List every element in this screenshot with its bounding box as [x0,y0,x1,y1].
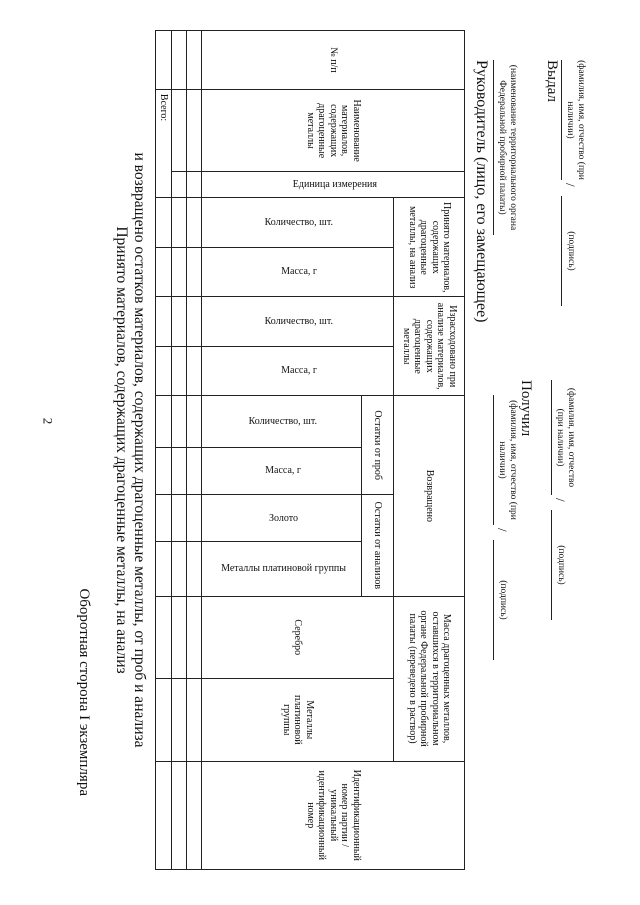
received-slash: / [553,498,568,502]
head-fio-line [493,395,494,525]
org-caption: (наименование территориального органа Федеральной пробирной палаты) [497,64,518,231]
total-label: Всего: [156,89,172,197]
header-accepted-count: Количество, шт. [264,216,334,228]
header-returned: Возвращено [394,396,465,596]
header-mass-left: Масса драгоценных металлов, оставшихся в территориальном органе Федеральной пробирной палаты (переведено в раствор) [394,596,465,761]
table-row [171,31,186,870]
title-line-1: Принято материалов, содержащих драгоценные металлы, на анализ [113,226,130,674]
header-spent-mass: Масса, г [281,365,318,377]
head-slash: / [495,528,510,532]
issued-fio-caption: (фамилия, имя, отчество (при наличии) [565,60,586,180]
org-line [493,60,494,235]
title-line-2: и возвращено остатков материалов, содержащих драгоценные металлы, от проб и анализа [131,152,148,748]
header-spent: Израсходовано при анализе материалов, содержащих драгоценные металлы [394,297,465,396]
copy-label: Оборотная сторона I экземпляра [76,588,92,796]
header-gold: Золото [268,512,298,524]
received-sign-caption: (подпись) [556,545,566,585]
header-spent-count: Количество, шт. [264,315,334,327]
head-sign-caption: (подпись) [498,580,508,620]
received-sign-line [551,510,552,620]
head-fio-caption: (фамилия, имя, отчество (при наличии) [497,400,518,520]
header-name: Наименование материалов, содержащих драгоценные металлы [201,89,464,171]
header-returned-count: Количество, шт. [248,415,318,427]
issued-sign-caption: (подпись) [566,231,576,271]
received-fio-line [551,380,552,495]
table-row [186,31,201,870]
head-sign-line [493,540,494,660]
table-total-row [156,31,172,870]
header-accepted: Принято материалов, содержащих драгоценные металлы, на анализ [394,198,465,297]
header-returned-mass: Масса, г [265,465,302,477]
page-number: 2 [40,417,56,425]
materials-table [155,30,465,870]
header-analysis-rest: Остатки от анализов [362,495,394,596]
issued-label: Выдал [544,60,560,102]
issued-slash: / [563,183,578,187]
issued-sign-line [561,196,562,306]
issued-fio-line [561,60,562,180]
header-silver: Серебро [201,596,394,678]
header-accepted-mass: Масса, г [281,266,318,278]
header-num: № п/п [201,31,464,90]
head-label: Руководитель (лицо, его замещающее) [473,60,490,323]
header-sample-rest: Остатки от проб [362,396,394,495]
header-pgm: Металлы платиновой группы [220,563,346,575]
header-id: Идентификационный номер партии / уникальный идентификационный номер [201,761,464,869]
header-pgm-mass: Металлы платиновой группы [201,679,394,761]
header-unit: Единица измерения [292,179,377,191]
received-fio-caption: (фамилия, имя, отчество (при наличии) [555,387,576,488]
received-label: Получил [518,380,534,437]
